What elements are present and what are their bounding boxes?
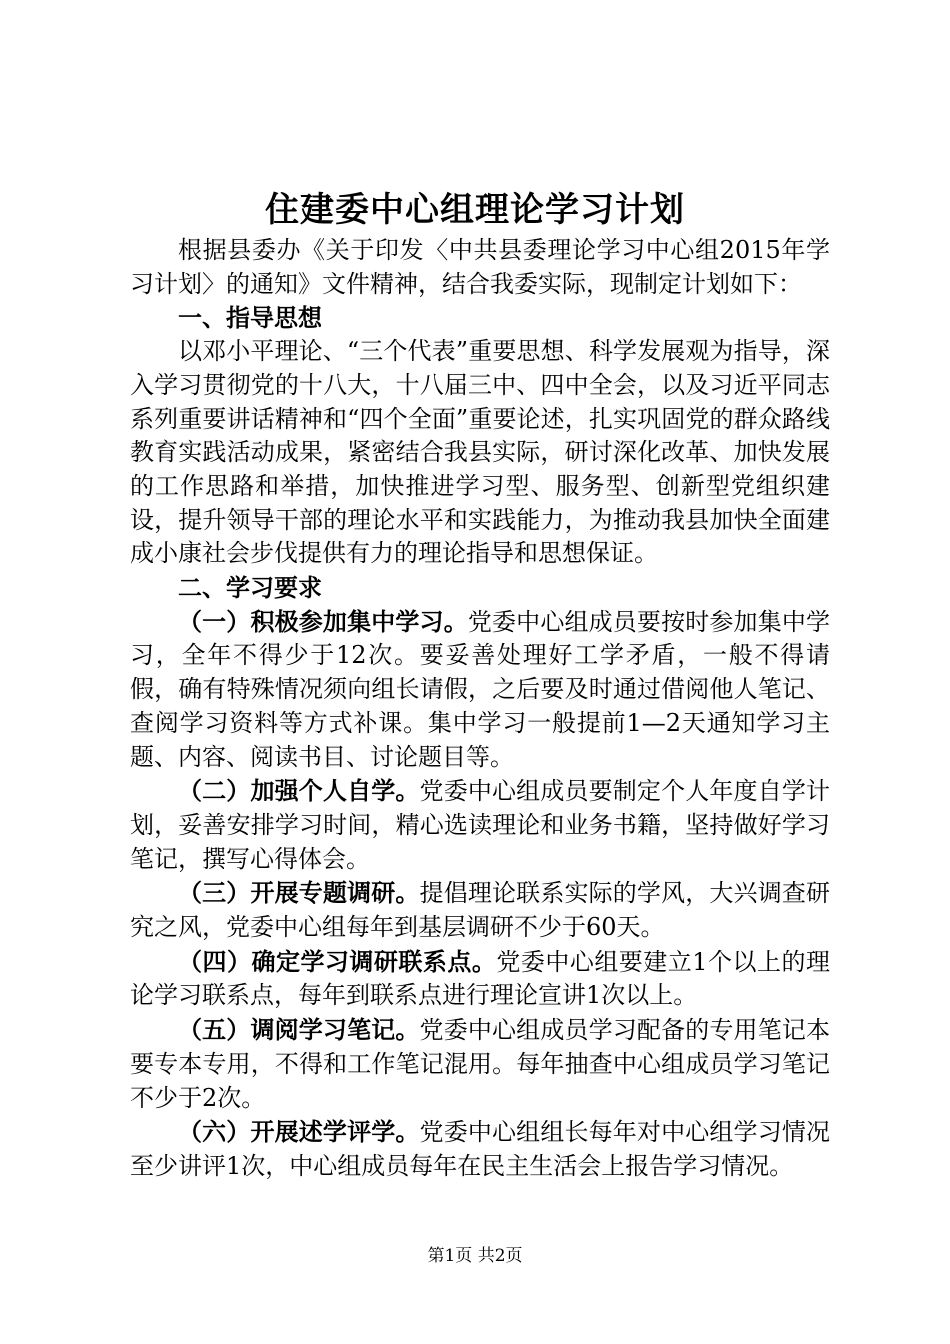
requirement-item-4-lead: （四）确定学习调研联系点。 <box>178 946 497 976</box>
requirement-item-6-lead: （六）开展述学评学。 <box>178 1117 420 1147</box>
requirement-item-6-text: 党委中心组组长每年对中心组学习情况至少讲评1次，中心组成员每年在民主生活会上报告学习情况。 <box>130 1118 831 1180</box>
requirement-item-3-text: 提倡理论联系实际的学风，大兴调查研究之风，党委中心组每年到基层调研不少于60天。 <box>130 879 831 942</box>
requirement-item-6 <box>130 1115 830 1183</box>
document-body <box>130 234 830 1184</box>
requirement-item-2 <box>130 774 830 876</box>
section-heading-study-requirements: 二、学习要求 <box>178 573 322 603</box>
requirement-item-4-text: 党委中心组要建立1个以上的理论学习联系点，每年到联系点进行理论宣讲1次以上。 <box>130 947 830 1010</box>
requirement-item-1 <box>130 605 830 775</box>
guiding-ideology-paragraph: 以邓小平理论、“三个代表”重要思想、科学发展观为指导，深入学习贯彻党的十八大，十八届三中、四中全会，以及习近平同志系列重要讲话精神和“四个全面”重要论述，扎实巩固党的群众路线教育实践活动成果，紧密结合我县实际，研讨深化改革、加快发展的工作思路和举措，加快推进学习型、服务型、创新型党组织建设，提升领导干部的理论水平和实践能力，为推动我县加快全面建成小康社会步伐提供有力的理论指导和思想保证。 <box>130 337 830 568</box>
requirement-item-5-text: 党委中心组成员学习配备的专用笔记本要专本专用，不得和工作笔记混用。每年抽查中心组成员学习笔记不少于2次。 <box>130 1016 831 1112</box>
requirement-item-5-lead: （五）调阅学习笔记。 <box>178 1015 420 1045</box>
requirement-item-2-lead: （二）加强个人自学。 <box>178 776 420 806</box>
requirement-item-1-lead: （一）积极参加集中学习。 <box>178 606 468 636</box>
page-footer: 第1页 共2页 <box>427 1246 523 1266</box>
document-title: 住建委中心组理论学习计划 <box>265 190 685 230</box>
requirement-item-4 <box>130 945 830 1013</box>
requirement-item-5 <box>130 1013 830 1115</box>
intro-paragraph: 根据县委办《关于印发〈中共县委理论学习中心组2015年学习计划〉的通知》文件精神，结合我委实际，现制定计划如下： <box>130 236 830 298</box>
requirement-item-3-lead: （三）开展专题调研。 <box>178 878 420 908</box>
requirement-item-1-text: 党委中心组成员要按时参加集中学习，全年不得少于12次。要妥善处理好工学矛盾，一般不得请假，确有特殊情况须向组长请假，之后要及时通过借阅他人笔记、查阅学习资料等方式补课。集中学习一般提前1—2天通知学习主题、内容、阅读书目、讨论题目等。 <box>130 607 831 771</box>
requirement-item-3 <box>130 876 830 944</box>
section-heading-guiding-ideology: 一、指导思想 <box>178 303 322 333</box>
requirement-item-2-text: 党委中心组成员要制定个人年度自学计划，妥善安排学习时间，精心选读理论和业务书籍，坚持做好学习笔记，撰写心得体会。 <box>130 777 831 873</box>
